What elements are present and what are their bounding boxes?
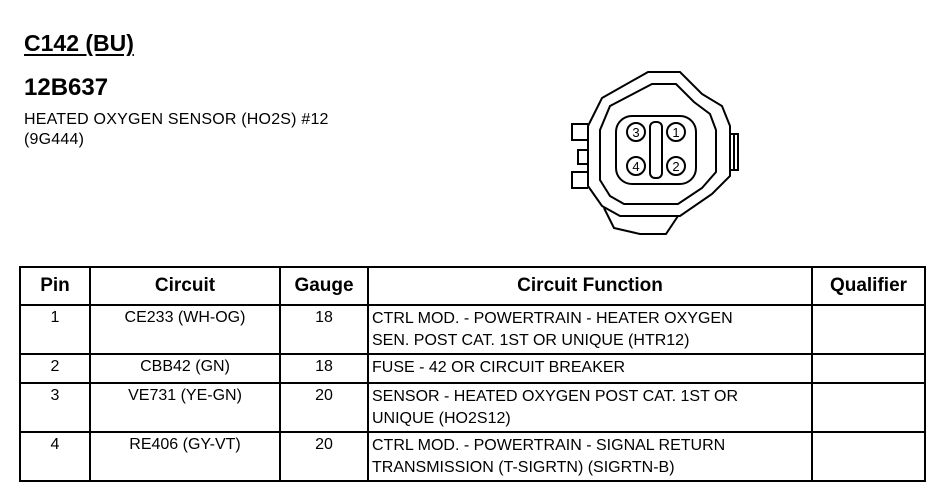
circuit-function — [368, 383, 812, 432]
pin-3-label: 3 — [632, 125, 640, 140]
pin-4-label: 4 — [632, 159, 640, 174]
left-latch — [572, 124, 588, 188]
table-row — [20, 432, 925, 481]
qualifier — [812, 432, 925, 481]
circuit-code: VE731 (YE-GN) — [90, 383, 280, 432]
connector-inner-outline — [600, 84, 716, 204]
circuit-code: RE406 (GY-VT) — [90, 432, 280, 481]
circuit-code: CBB42 (GN) — [90, 354, 280, 383]
function-line: FUSE - 42 OR CIRCUIT BREAKER — [372, 359, 626, 376]
circuit-function — [368, 305, 812, 354]
wire-gauge: 18 — [280, 305, 368, 354]
function-line: UNIQUE (HO2S12) — [372, 410, 511, 427]
table-row — [20, 354, 925, 383]
pin-2-label: 2 — [672, 159, 680, 174]
header-circuit: Circuit — [90, 267, 280, 305]
right-latch — [730, 134, 738, 170]
function-line: TRANSMISSION (T-SIGRTN) (SIGRTN-B) — [372, 459, 675, 476]
wire-gauge: 18 — [280, 354, 368, 383]
component-description: HEATED OXYGEN SENSOR (HO2S) #12 — [24, 111, 329, 128]
component-code: (9G444) — [24, 131, 85, 148]
table-header-row — [20, 267, 925, 305]
function-line: SENSOR - HEATED OXYGEN POST CAT. 1ST OR — [372, 388, 738, 405]
circuit-function — [368, 354, 812, 383]
function-line: CTRL MOD. - POWERTRAIN - HEATER OXYGEN — [372, 310, 733, 327]
function-line: SEN. POST CAT. 1ST OR UNIQUE (HTR12) — [372, 332, 690, 349]
circuit-function — [368, 432, 812, 481]
center-divider — [650, 122, 662, 178]
qualifier — [812, 305, 925, 354]
table-row — [20, 383, 925, 432]
wire-gauge: 20 — [280, 432, 368, 481]
header-qualifier: Qualifier — [812, 267, 925, 305]
header-circuit-function: Circuit Function — [368, 267, 812, 305]
header-pin: Pin — [20, 267, 90, 305]
qualifier — [812, 354, 925, 383]
header-gauge: Gauge — [280, 267, 368, 305]
pin-number: 1 — [20, 305, 90, 354]
pin-number: 3 — [20, 383, 90, 432]
part-number: 12B637 — [24, 74, 109, 101]
pinout-table — [19, 266, 926, 482]
function-line: CTRL MOD. - POWERTRAIN - SIGNAL RETURN — [372, 437, 726, 454]
pin-number: 2 — [20, 354, 90, 383]
table-row — [20, 305, 925, 354]
connector-face-diagram — [560, 66, 750, 236]
pin-1-label: 1 — [672, 125, 680, 140]
connector-id: C142 (BU) — [24, 30, 134, 56]
qualifier — [812, 383, 925, 432]
wire-gauge: 20 — [280, 383, 368, 432]
bottom-tab — [604, 208, 678, 234]
circuit-code: CE233 (WH-OG) — [90, 305, 280, 354]
pin-number: 4 — [20, 432, 90, 481]
